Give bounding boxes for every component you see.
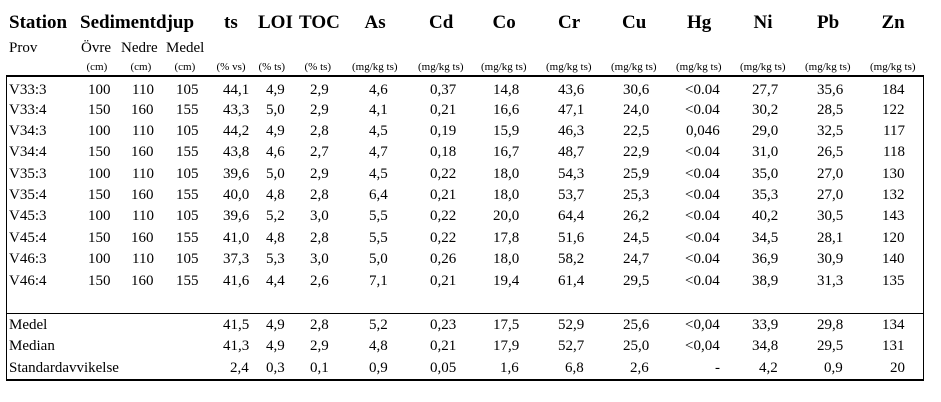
table-cell: 7,1 — [369, 273, 388, 289]
table-cell: 29,5 — [623, 273, 650, 289]
table-cell: 39,6 — [223, 166, 250, 182]
table-cell: 24,5 — [623, 230, 650, 246]
table-cell: 14,8 — [493, 82, 520, 98]
table-cell: 31,0 — [752, 144, 779, 160]
summary-cell: 52,9 — [558, 317, 585, 333]
summary-cell: 4,9 — [266, 338, 285, 354]
table-cell: 105 — [176, 166, 199, 182]
column-header-ts: ts — [224, 12, 238, 33]
table-cell: 118 — [883, 144, 905, 160]
table-cell: 143 — [882, 208, 905, 224]
table-cell: 6,4 — [369, 187, 388, 203]
summary-cell: 17,5 — [493, 317, 520, 333]
table-cell: 150 — [88, 273, 111, 289]
summary-cell: 52,7 — [558, 338, 585, 354]
column-header-cr: Cr — [558, 12, 581, 33]
column-header-toc: TOC — [299, 12, 340, 33]
summary-cell: 41,5 — [223, 317, 250, 333]
summary-cell: 34,8 — [752, 338, 779, 354]
table-cell: 5,0 — [266, 166, 285, 182]
table-cell: 0,37 — [430, 82, 457, 98]
table-cell: 100 — [88, 166, 111, 182]
table-cell: 18,0 — [493, 166, 520, 182]
table-cell: 3,0 — [310, 208, 329, 224]
table-cell: 20,0 — [493, 208, 520, 224]
table-cell: 30,6 — [623, 82, 650, 98]
table-cell: 25,3 — [623, 187, 650, 203]
table-cell: 35,6 — [817, 82, 844, 98]
column-header-zn: Zn — [881, 12, 905, 33]
table-cell: 37,3 — [223, 251, 250, 267]
table-cell: 29,0 — [752, 123, 779, 139]
table-cell: 25,9 — [623, 166, 650, 182]
table-cell: <0.04 — [685, 144, 720, 160]
table-cell: 117 — [883, 123, 905, 139]
table-cell: 0,21 — [430, 187, 457, 203]
table-cell: 122 — [882, 102, 905, 118]
table-cell: 32,5 — [817, 123, 844, 139]
table-cell: 0,19 — [430, 123, 457, 139]
summary-cell: 29,8 — [817, 317, 844, 333]
station-cell: V45:3 — [9, 208, 47, 224]
table-cell: 130 — [882, 166, 905, 182]
station-cell: V46:3 — [9, 251, 47, 267]
column-header-ni: Ni — [753, 12, 773, 33]
table-cell: 0,21 — [430, 273, 457, 289]
table-cell: 64,4 — [558, 208, 585, 224]
table-cell: 30,2 — [752, 102, 779, 118]
table-cell: 150 — [88, 187, 111, 203]
table-cell: 184 — [882, 82, 905, 98]
column-header-co: Co — [492, 12, 516, 33]
table-cell: 4,6 — [369, 82, 388, 98]
table-cell: 2,8 — [310, 187, 329, 203]
right-border — [923, 76, 924, 380]
station-cell: V34:4 — [9, 144, 47, 160]
station-cell: V35:4 — [9, 187, 47, 203]
table-cell: 110 — [132, 123, 154, 139]
summary-cell: 4,9 — [266, 317, 285, 333]
unit-label: (mg/kg ts) — [546, 61, 592, 73]
station-cell: V46:4 — [9, 273, 47, 289]
table-cell: 110 — [132, 251, 154, 267]
summary-cell: 2,9 — [310, 338, 329, 354]
summary-cell: 0,05 — [430, 360, 457, 376]
table-cell: 28,5 — [817, 102, 844, 118]
table-cell: 44,1 — [223, 82, 250, 98]
unit-label: (mg/kg ts) — [870, 61, 916, 73]
table-cell: 4,6 — [266, 144, 285, 160]
table-cell: 155 — [176, 144, 199, 160]
unit-label: (% ts) — [304, 61, 332, 73]
table-cell: 5,5 — [369, 230, 388, 246]
table-cell: 3,0 — [310, 251, 329, 267]
summary-cell: 2,8 — [310, 317, 329, 333]
table-cell: 5,5 — [369, 208, 388, 224]
column-header-pb: Pb — [817, 12, 840, 33]
summary-cell: 4,8 — [369, 338, 388, 354]
sedimentdjup-header: Sedimentdjup — [80, 12, 195, 33]
table-cell: <0.04 — [685, 187, 720, 203]
table-cell: 40,2 — [752, 208, 779, 224]
table-cell: 120 — [882, 230, 905, 246]
station-cell: V33:4 — [9, 102, 47, 118]
table-cell: <0.04 — [685, 273, 720, 289]
table-cell: 43,3 — [223, 102, 250, 118]
table-cell: 31,3 — [817, 273, 844, 289]
table-cell: 27,0 — [817, 166, 844, 182]
unit-label: (% vs) — [216, 61, 246, 73]
table-cell: 160 — [131, 144, 154, 160]
table-cell: 4,8 — [266, 187, 285, 203]
table-cell: 155 — [176, 187, 199, 203]
unit-label: (mg/kg ts) — [352, 61, 398, 73]
summary-cell: 29,5 — [817, 338, 844, 354]
table-cell: 132 — [882, 187, 905, 203]
unit-label: (% ts) — [258, 61, 286, 73]
table-cell: 4,4 — [266, 273, 285, 289]
table-cell: 4,5 — [369, 123, 388, 139]
summary-cell: <0,04 — [685, 317, 720, 333]
station-header: Station — [9, 12, 68, 33]
table-cell: <0.04 — [685, 208, 720, 224]
table-cell: 110 — [132, 82, 154, 98]
unit-label: (mg/kg ts) — [740, 61, 786, 73]
summary-cell: 6,8 — [565, 360, 584, 376]
table-cell: 34,5 — [752, 230, 779, 246]
table-cell: 17,8 — [493, 230, 520, 246]
table-cell: <0.04 — [685, 251, 720, 267]
table-cell: 48,7 — [558, 144, 585, 160]
summary-cell: 0,9 — [369, 360, 388, 376]
summary-cell: 17,9 — [493, 338, 520, 354]
table-cell: 4,1 — [369, 102, 388, 118]
table-cell: 0,26 — [430, 251, 457, 267]
table-cell: 160 — [131, 102, 154, 118]
table-cell: 105 — [176, 123, 199, 139]
station-cell: V33:3 — [9, 82, 47, 98]
summary-cell: 0,1 — [310, 360, 329, 376]
table-cell: 18,0 — [493, 251, 520, 267]
table-cell: 100 — [88, 123, 111, 139]
table-cell: 35,3 — [752, 187, 779, 203]
summary-cell: 0,9 — [824, 360, 843, 376]
table-cell: 16,7 — [493, 144, 520, 160]
table-cell: 30,9 — [817, 251, 844, 267]
unit-label: (mg/kg ts) — [805, 61, 851, 73]
summary-cell: 33,9 — [752, 317, 779, 333]
table-cell: 41,0 — [223, 230, 250, 246]
table-cell: 160 — [131, 230, 154, 246]
table-cell: 16,6 — [493, 102, 520, 118]
table-cell: 30,5 — [817, 208, 844, 224]
table-cell: 24,7 — [623, 251, 650, 267]
summary-cell: 25,6 — [623, 317, 650, 333]
table-cell: 27,7 — [752, 82, 779, 98]
table-cell: 2,8 — [310, 230, 329, 246]
table-cell: <0.04 — [685, 102, 720, 118]
summary-cell: 134 — [882, 317, 905, 333]
summary-cell: 20 — [890, 360, 905, 376]
table-cell: 24,0 — [623, 102, 650, 118]
prov-header: Prov — [9, 40, 38, 56]
bottom-rule — [6, 379, 924, 381]
table-cell: 2,9 — [310, 166, 329, 182]
table-cell: 2,7 — [310, 144, 329, 160]
table-cell: 0,046 — [686, 123, 720, 139]
table-cell: 110 — [132, 166, 154, 182]
table-cell: 22,5 — [623, 123, 650, 139]
left-border — [6, 76, 7, 380]
table-cell: 46,3 — [558, 123, 585, 139]
summary-cell: 4,2 — [759, 360, 778, 376]
table-cell: 38,9 — [752, 273, 779, 289]
table-cell: 47,1 — [558, 102, 585, 118]
summary-cell: 25,0 — [623, 338, 650, 354]
table-cell: 105 — [176, 82, 199, 98]
table-cell: 51,6 — [558, 230, 585, 246]
unit-label: (mg/kg ts) — [676, 61, 722, 73]
summary-cell: - — [715, 360, 720, 376]
table-cell: 135 — [882, 273, 905, 289]
table-cell: 110 — [132, 208, 154, 224]
table-cell: 5,3 — [266, 251, 285, 267]
table-cell: 19,4 — [493, 273, 520, 289]
table-cell: 100 — [88, 208, 111, 224]
station-cell: V45:4 — [9, 230, 47, 246]
table-cell: 155 — [176, 230, 199, 246]
unit-label: (cm) — [130, 61, 152, 73]
table-cell: 0,18 — [430, 144, 457, 160]
unit-label: (mg/kg ts) — [611, 61, 657, 73]
table-cell: 5,0 — [266, 102, 285, 118]
table-cell: 15,9 — [493, 123, 520, 139]
summary-cell: 2,6 — [630, 360, 649, 376]
table-cell: 2,6 — [310, 273, 329, 289]
header-rule — [6, 75, 924, 77]
station-cell: V35:3 — [9, 166, 47, 182]
table-cell: 4,9 — [266, 82, 285, 98]
table-cell: 2,8 — [310, 123, 329, 139]
unit-label: (cm) — [86, 61, 108, 73]
table-cell: 26,5 — [817, 144, 844, 160]
table-cell: 27,0 — [817, 187, 844, 203]
table-cell: 40,0 — [223, 187, 250, 203]
table-cell: <0.04 — [685, 166, 720, 182]
table-cell: 4,9 — [266, 123, 285, 139]
table-cell: 44,2 — [223, 123, 250, 139]
summary-cell: 131 — [882, 338, 905, 354]
table-cell: 100 — [88, 82, 111, 98]
table-cell: 58,2 — [558, 251, 585, 267]
table-cell: 4,7 — [369, 144, 388, 160]
table-cell: 53,7 — [558, 187, 585, 203]
table-cell: 140 — [882, 251, 905, 267]
table-cell: 43,6 — [558, 82, 585, 98]
table-cell: 35,0 — [752, 166, 779, 182]
table-cell: 26,2 — [623, 208, 650, 224]
table-cell: 0,22 — [430, 230, 457, 246]
table-cell: 18,0 — [493, 187, 520, 203]
table-cell: 28,1 — [817, 230, 844, 246]
column-header-cd: Cd — [429, 12, 454, 33]
column-header-loi: LOI — [258, 12, 293, 33]
column-header-hg: Hg — [687, 12, 712, 33]
table-cell: 150 — [88, 102, 111, 118]
summary-cell: 0,3 — [266, 360, 285, 376]
unit-label: (mg/kg ts) — [481, 61, 527, 73]
table-cell: 150 — [88, 144, 111, 160]
column-header-cu: Cu — [622, 12, 647, 33]
table-cell: 105 — [176, 208, 199, 224]
unit-label: (mg/kg ts) — [418, 61, 464, 73]
table-cell: 61,4 — [558, 273, 585, 289]
table-cell: 105 — [176, 251, 199, 267]
summary-cell: 1,6 — [500, 360, 519, 376]
summary-label-medel: Medel — [9, 317, 48, 333]
summary-cell: <0,04 — [685, 338, 720, 354]
table-cell: 22,9 — [623, 144, 650, 160]
summary-rule — [6, 313, 924, 314]
table-cell: 155 — [176, 102, 199, 118]
station-cell: V34:3 — [9, 123, 47, 139]
table-cell: 0,22 — [430, 166, 457, 182]
unit-label: (cm) — [174, 61, 196, 73]
table-cell: 160 — [131, 273, 154, 289]
nedre-header: Nedre — [121, 40, 158, 56]
summary-cell: 0,23 — [430, 317, 457, 333]
table-cell: <0.04 — [685, 230, 720, 246]
table-cell: <0.04 — [685, 82, 720, 98]
table-cell: 41,6 — [223, 273, 250, 289]
table-cell: 43,8 — [223, 144, 250, 160]
table-cell: 36,9 — [752, 251, 779, 267]
table-cell: 160 — [131, 187, 154, 203]
summary-cell: 2,4 — [230, 360, 249, 376]
table-cell: 2,9 — [310, 102, 329, 118]
column-header-as: As — [364, 12, 386, 33]
summary-cell: 41,3 — [223, 338, 250, 354]
table-cell: 0,22 — [430, 208, 457, 224]
table-cell: 39,6 — [223, 208, 250, 224]
table-cell: 155 — [176, 273, 199, 289]
table-cell: 5,0 — [369, 251, 388, 267]
summary-label-median: Median — [9, 338, 55, 354]
summary-label-standardavvikelse: Standardavvikelse — [9, 360, 119, 376]
table-cell: 4,8 — [266, 230, 285, 246]
summary-cell: 0,21 — [430, 338, 457, 354]
table-cell: 4,5 — [369, 166, 388, 182]
table-cell: 5,2 — [266, 208, 285, 224]
table-cell: 0,21 — [430, 102, 457, 118]
table-cell: 2,9 — [310, 82, 329, 98]
table-cell: 100 — [88, 251, 111, 267]
ovre-header: Övre — [81, 40, 111, 56]
table-cell: 54,3 — [558, 166, 585, 182]
medel-header: Medel — [166, 40, 205, 56]
summary-cell: 5,2 — [369, 317, 388, 333]
table-cell: 150 — [88, 230, 111, 246]
